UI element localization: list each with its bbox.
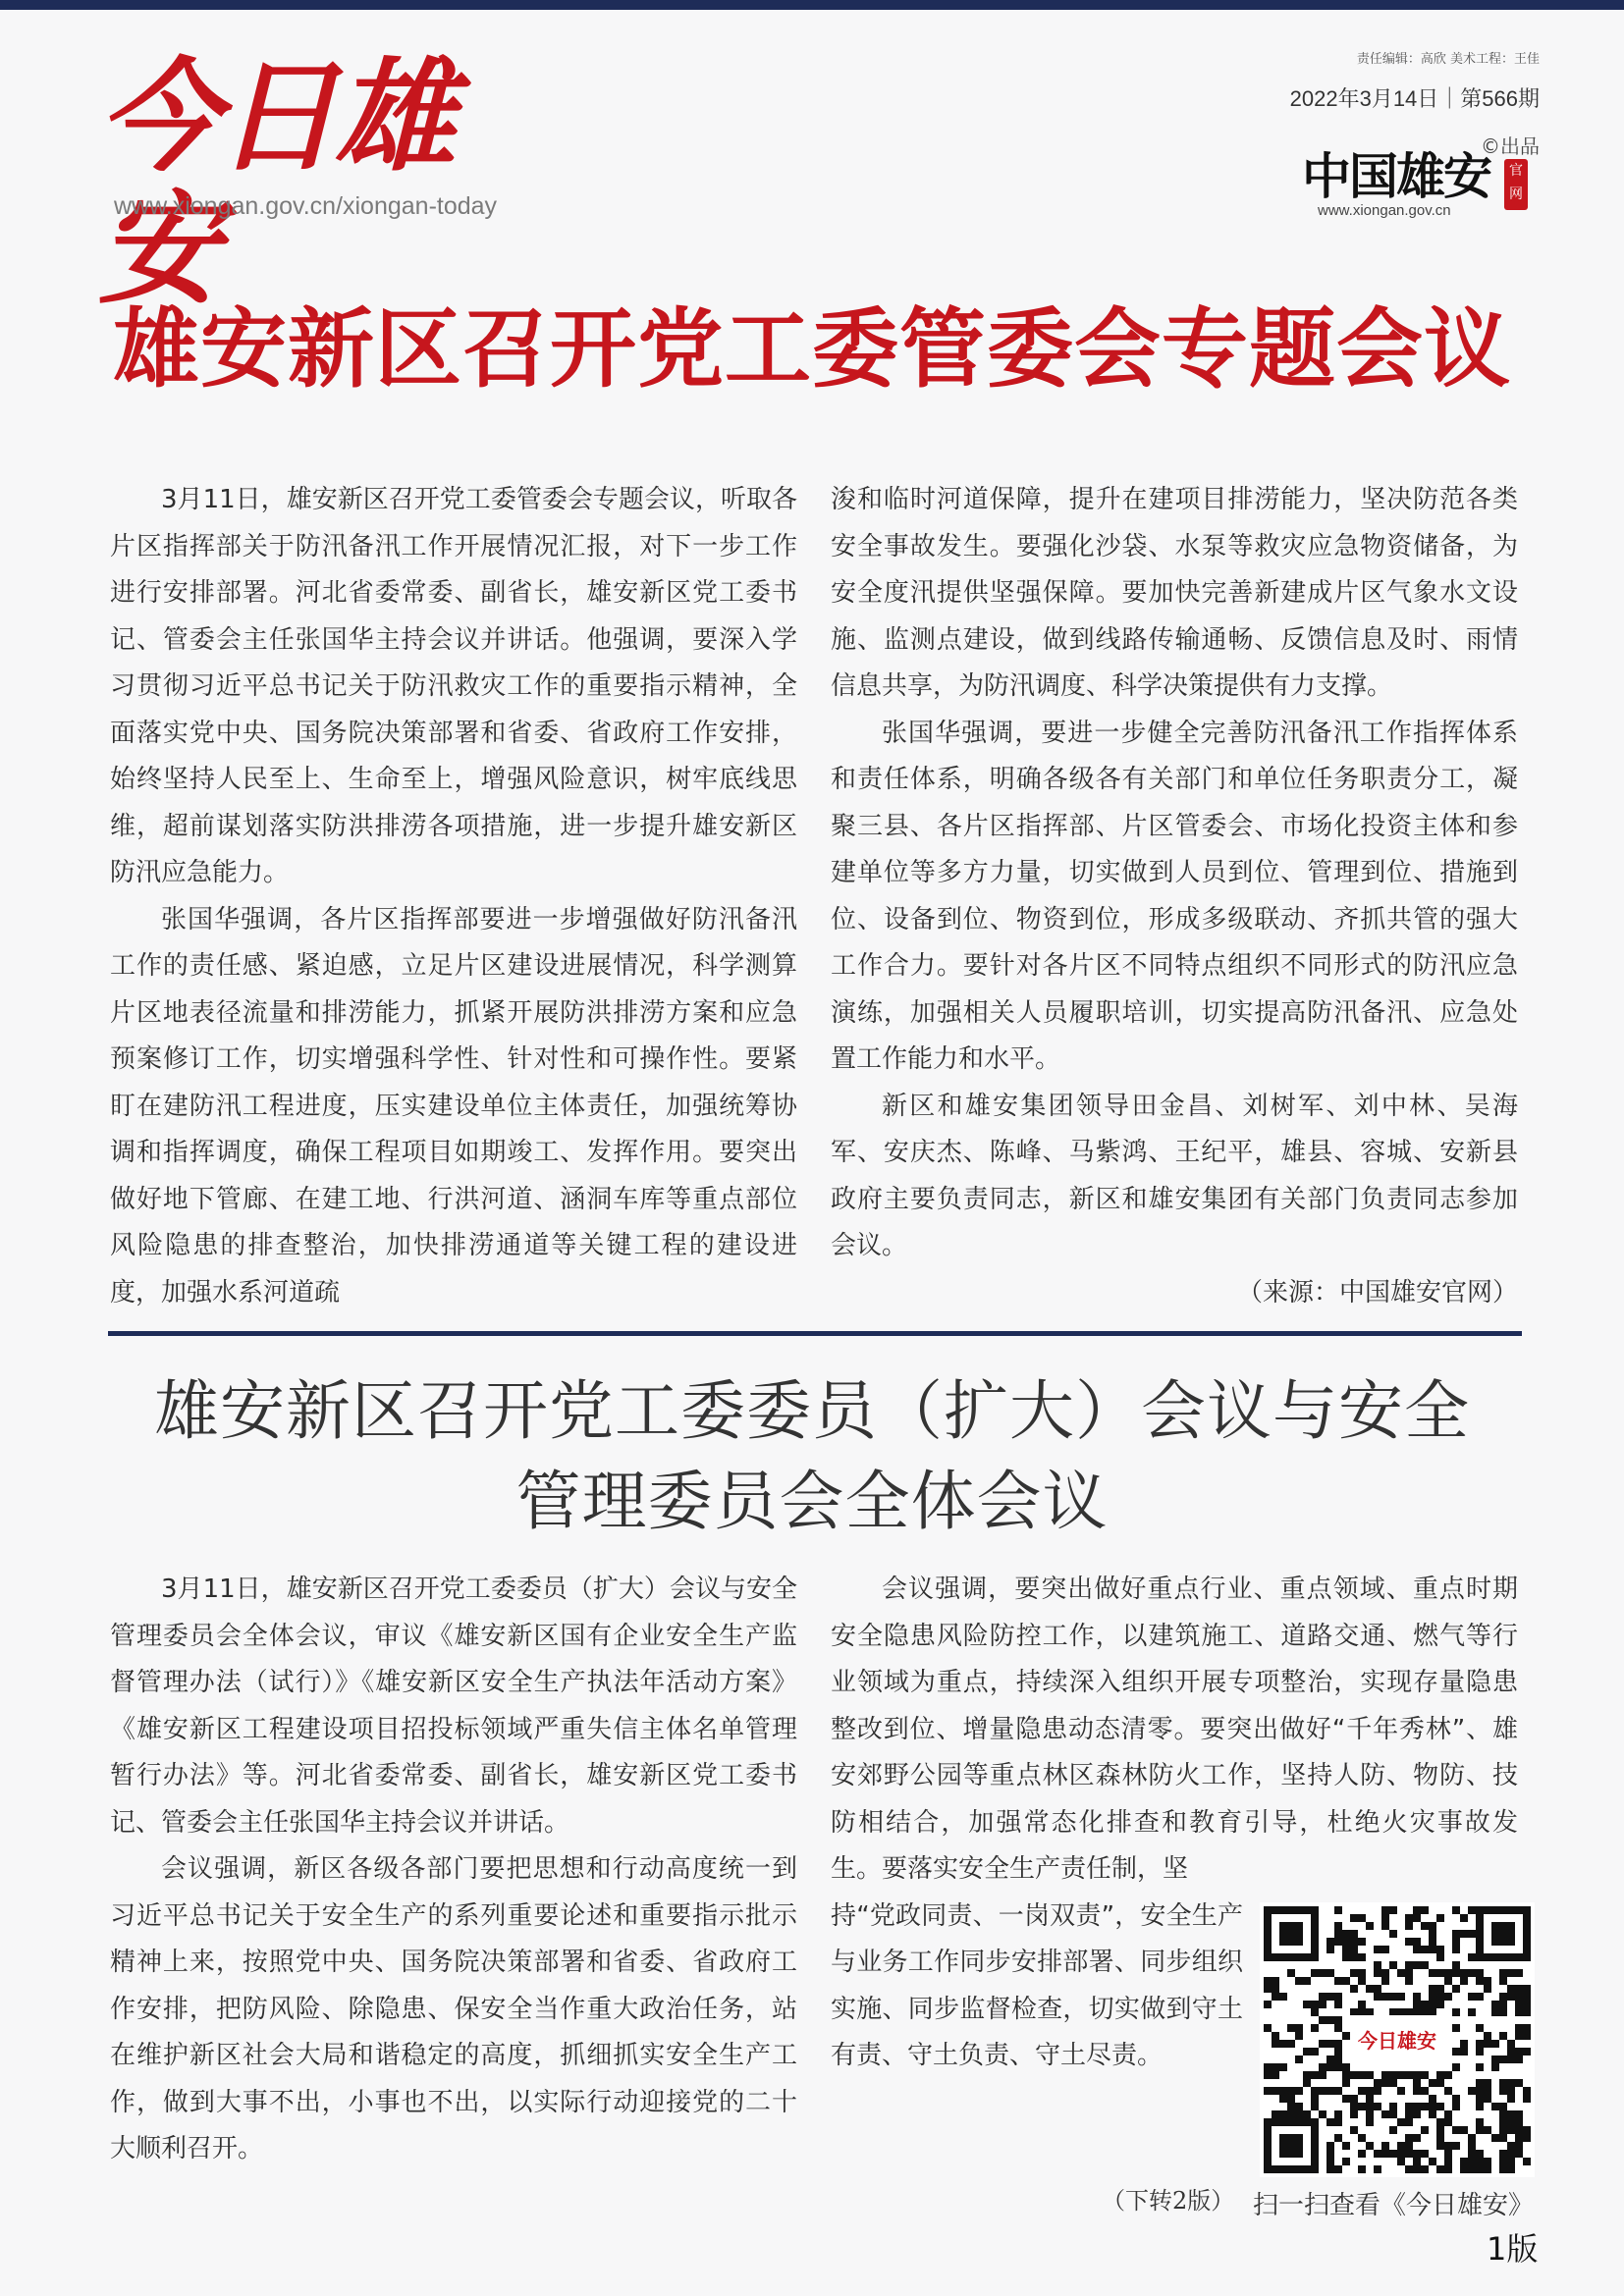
article2-paragraph: 3月11日，雄安新区召开党工委委员（扩大）会议与安全管理委员会全体会议，审议《雄安新区国有企业安全生产监督管理办法（试行）》《雄安新区安全生产执法年活动方案》《雄安新区工程建设项目招投标领域严重失信主体名单管理暂行办法》等。河北省委常委、副省长，雄安新区党工委书记、管委会主任张国华主持会议并讲话。 <box>110 1575 797 1838</box>
article2-headline <box>0 1366 1624 1547</box>
issue-date: 2022年3月14日｜第566期 <box>1289 86 1540 111</box>
qr-code[interactable] <box>1260 1902 1535 2177</box>
article2-paragraph: 会议强调，新区各级各部门要把思想和行动高度统一到习近平总书记关于安全生产的系列重要论述和重要指示批示精神上来，按照党中央、国务院决策部署和省委、省政府工作安排，把防风险、除隐患、保安全当作重大政治任务，站在维护新区社会大局和谐稳定的高度，抓细抓实安全生产工作，做到大事不出，小事也不出，以实际行动迎接党的二十大顺利召开。 <box>110 1854 797 2163</box>
masthead-logo: 今日雄安 <box>98 46 453 321</box>
issue-editors: 责任编辑：高欣 美术工程：王佳 <box>1356 52 1540 67</box>
article1-paragraph: 张国华强调，要进一步健全完善防汛备汛工作指挥体系和责任体系，明确各级各有关部门和单位任务职责分工，凝聚三县、各片区指挥部、片区管委会、市场化投资主体和参建单位等多方力量，切实做到人员到位、管理到位、措施到位、设备到位、物资到位，形成多级联动、齐抓共管的强大工作合力。要针对各片区不同特点组织不同形式的防汛应急演练，加强相关人员履职培训，切实提高防汛备汛、应急处置工作能力和水平。 <box>831 718 1518 1074</box>
publisher-credit: ©出品 <box>1481 134 1540 158</box>
top-color-bar <box>0 0 1624 10</box>
brand-logo <box>1302 147 1523 206</box>
article1-paragraph: 新区和雄安集团领导田金昌、刘树军、刘中林、吴海军、安庆杰、陈峰、马紫鸿、王纪平，雄县、容城、安新县政府主要负责同志，新区和雄安集团有关部门负责同志参加会议。 <box>831 1091 1518 1260</box>
article2-column-1 <box>110 1567 797 2173</box>
continued-note: （下转2版） <box>1102 2187 1235 2215</box>
article2-headline-line1: 雄安新区召开党工委委员（扩大）会议与安全 <box>154 1373 1470 1449</box>
article1-source: （来源：中国雄安官网） <box>1236 1277 1518 1308</box>
qr-center-label: 今日雄安 <box>1358 2029 1436 2053</box>
article1-headline: 雄安新区召开党工委管委会专题会议 <box>112 297 1511 400</box>
section-divider <box>108 1331 1522 1336</box>
brand-name: 中国雄安 <box>1302 147 1490 205</box>
article1-paragraph: 3月11日，雄安新区召开党工委管委会专题会议，听取各片区指挥部关于防汛备汛工作开展情况汇报，对下一步工作进行安排部署。河北省委常委、副省长，雄安新区党工委书记、管委会主任张国华主持会议并讲话。他强调，要深入学习贯彻习近平总书记关于防汛救灾工作的重要指示精神，全面落实党中央、国务院决策部署和省委、省政府工作安排，始终坚持人民至上、生命至上，增强风险意识，树牢底线思维，超前谋划落实防洪排涝各项措施，进一步提升雄安新区防汛应急能力。 <box>110 485 797 887</box>
article1-paragraph: 浚和临时河道保障，提升在建项目排涝能力，坚决防范各类安全事故发生。要强化沙袋、水泵等救灾应急物资储备，为安全度汛提供坚强保障。要加快完善新建成片区气象水文设施、监测点建设，做到线路传输通畅、反馈信息及时、雨情信息共享，为防汛调度、科学决策提供有力支撑。 <box>831 485 1518 701</box>
article2-headline-line2: 管理委员会全体会议 <box>515 1464 1109 1539</box>
issue-meta <box>1290 51 1540 159</box>
article1-column-1 <box>110 477 797 1316</box>
qr-code-icon <box>1260 1902 1535 2177</box>
brand-seal: 官网 <box>1504 159 1528 210</box>
article1-column-2 <box>831 477 1518 1316</box>
qr-caption: 扫一扫查看《今日雄安》 <box>1253 2191 1535 2220</box>
brand-url[interactable]: www.xiongan.gov.cn <box>1318 202 1451 219</box>
article2-paragraph: 会议强调，要突出做好重点行业、重点领域、重点时期安全隐患风险防控工作，以建筑施工、道路交通、燃气等行业领域为重点，持续深入组织开展专项整治，实现存量隐患整改到位、增量隐患动态清零。要突出做好“千年秀林”、雄安郊野公园等重点林区森林防火工作，坚持人防、物防、技防相结合，加强常态化排查和教育引导，杜绝火灾事故发生。要落实安全生产责任制，坚 <box>831 1575 1518 1884</box>
article1-paragraph: 张国华强调，各片区指挥部要进一步增强做好防汛备汛工作的责任感、紧迫感，立足片区建设进展情况，科学测算片区地表径流量和排涝能力，抓紧开展防洪排涝方案和应急预案修订工作，切实增强科学性、针对性和可操作性。要紧盯在建防汛工程进度，压实建设单位主体责任，加强统筹协调和指挥调度，确保工程项目如期竣工、发挥作用。要突出做好地下管廊、在建工地、行洪河道、涵洞车库等重点部位风险隐患的排查整治，加快排涝通道等关键工程的建设进度，加强水系河道疏 <box>110 904 797 1308</box>
article2-wrap-box <box>831 1894 1243 2080</box>
page-number: 1版 <box>1487 2230 1539 2268</box>
article2-paragraph: 持“党政同责、一岗双责”，安全生产与业务工作同步安排部署、同步组织实施、同步监督检查，切实做到守土有责、守土负责、守土尽责。 <box>831 1900 1243 2070</box>
masthead-url[interactable]: www.xiongan.gov.cn/xiongan-today <box>114 192 498 220</box>
